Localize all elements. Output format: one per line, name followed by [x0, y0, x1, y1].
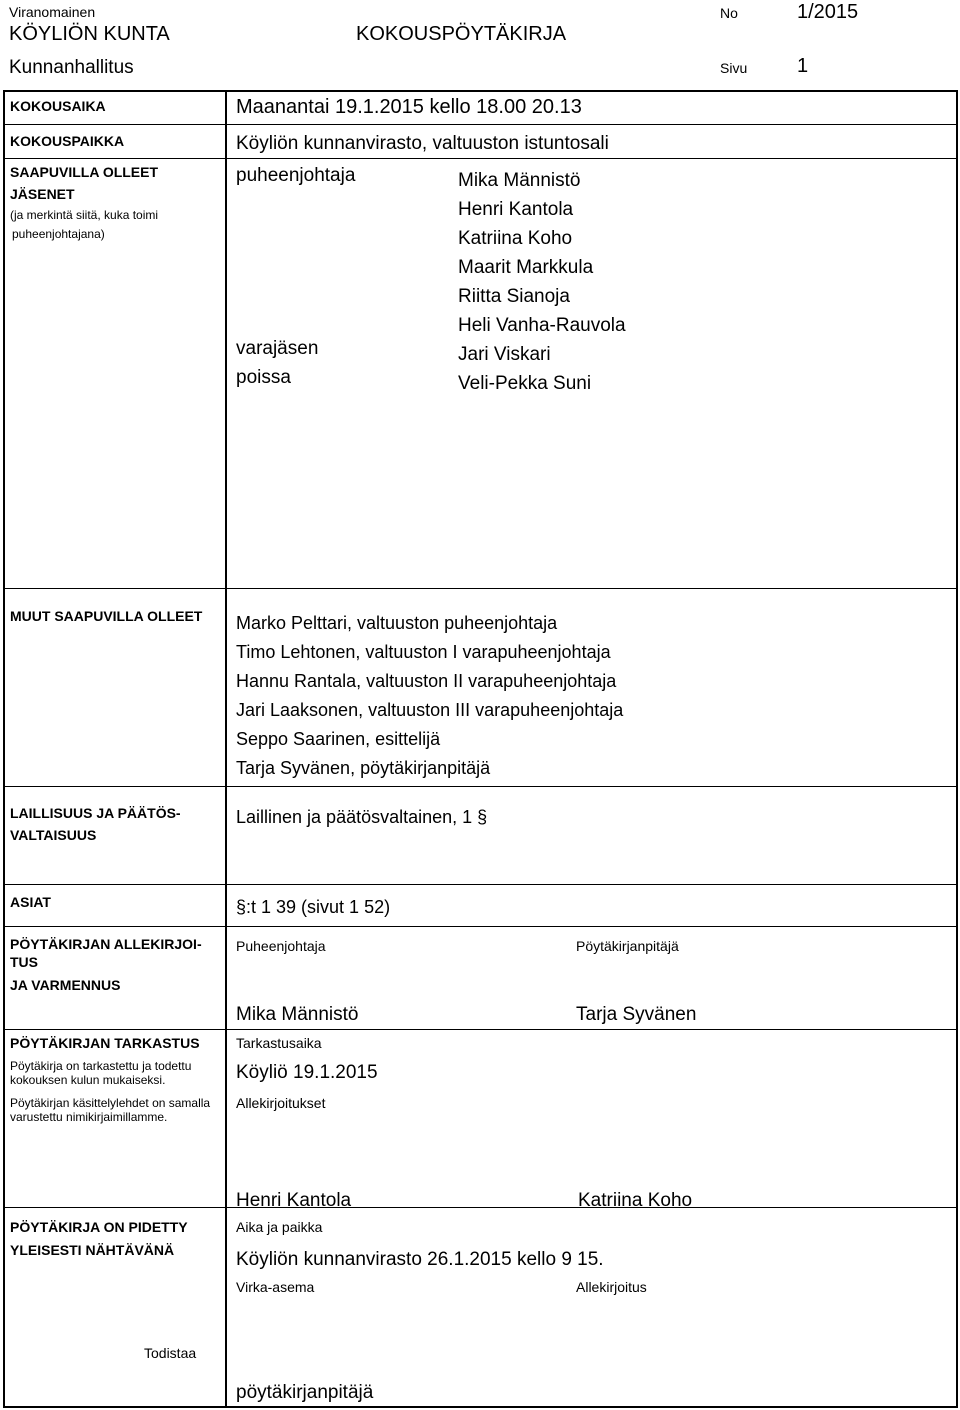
row-divider [3, 1029, 958, 1030]
time-place-value: Köyliön kunnanvirasto 26.1.2015 kello 9 15. [236, 1249, 604, 1270]
review-note: kokouksen kulun mukaiseksi. [10, 1073, 166, 1087]
row-divider [3, 158, 958, 159]
chair-title: Puheenjohtaja [236, 938, 326, 954]
member-name: Katriina Koho [458, 228, 573, 249]
present-label: JÄSENET [10, 186, 75, 202]
review-signatures-label: Allekirjoitukset [236, 1095, 326, 1111]
document-type: KOKOUSPÖYTÄKIRJA [356, 23, 567, 45]
member-name: Henri Kantola [458, 199, 574, 220]
present-label: SAAPUVILLA OLLEET [10, 164, 159, 180]
member-name: Mika Männistö [458, 170, 581, 191]
attendee: Timo Lehtonen, valtuuston I varapuheenjohtaja [236, 642, 611, 662]
signature-label: Allekirjoitus [576, 1279, 647, 1295]
meeting-place-label: KOKOUSPAIKKA [10, 133, 125, 149]
member-name: Maarit Markkula [458, 257, 594, 278]
attendee: Seppo Saarinen, esittelijä [236, 729, 441, 749]
role-chair: puheenjohtaja [236, 165, 356, 186]
review-note: Pöytäkirja on tarkastettu ja todettu [10, 1059, 192, 1073]
bottom-border [3, 1406, 958, 1408]
review-label: PÖYTÄKIRJAN TARKASTUS [10, 1035, 200, 1051]
certify-label: Todistaa [144, 1345, 197, 1361]
meeting-place-value: Köyliön kunnanvirasto, valtuuston istuntosali [236, 133, 609, 154]
signatures-label: PÖYTÄKIRJAN ALLEKIRJOI- [10, 936, 202, 952]
review-time-label: Tarkastusaika [236, 1035, 322, 1051]
member-name: Riitta Sianoja [458, 286, 570, 307]
number-value: 1/2015 [797, 1, 859, 23]
right-border [956, 90, 958, 1408]
row-divider [3, 588, 958, 589]
number-label: No [720, 5, 738, 21]
attendee: Jari Laaksonen, valtuuston III varapuheenjohtaja [236, 700, 624, 720]
reviewer-name: Henri Kantola [236, 1190, 352, 1211]
position-label: Virka-asema [236, 1279, 315, 1295]
role-deputy: varajäsen [236, 338, 319, 359]
topics-value: §:t 1 39 (sivut 1 52) [236, 897, 391, 917]
page-value: 1 [797, 55, 809, 77]
public-label: YLEISESTI NÄHTÄVÄNÄ [10, 1242, 175, 1258]
time-place-label: Aika ja paikka [236, 1219, 323, 1235]
row-divider [3, 786, 958, 787]
topics-label: ASIAT [10, 894, 51, 910]
attendee: Hannu Rantala, valtuuston II varapuheenjohtaja [236, 671, 617, 691]
meeting-time-value: Maanantai 19.1.2015 kello 18.00 20.13 [236, 96, 582, 118]
others-list [236, 609, 623, 783]
member-list [458, 166, 626, 398]
member-name: Heli Vanha-Rauvola [458, 315, 626, 336]
left-border [3, 90, 5, 1408]
legality-value: Laillinen ja päätösvaltainen, 1 § [236, 807, 488, 827]
present-note: puheenjohtajana) [12, 227, 105, 241]
present-note: (ja merkintä siitä, kuka toimi [10, 208, 159, 222]
signatures-label: TUS [10, 954, 38, 970]
secretary-title: Pöytäkirjanpitäjä [576, 938, 679, 954]
secretary-name: Tarja Syvänen [576, 1004, 697, 1025]
row-divider [3, 926, 958, 927]
attendee: Marko Pelttari, valtuuston puheenjohtaja [236, 613, 558, 633]
row-divider [3, 124, 958, 125]
legality-label: LAILLISUUS JA PÄÄTÖS- [10, 805, 181, 821]
row-divider [3, 1207, 958, 1208]
status-label: Viranomainen [9, 4, 96, 20]
review-note: varustettu nimikirjaimillamme. [10, 1110, 168, 1124]
top-border [3, 90, 958, 92]
organization-name: KÖYLIÖN KUNTA [9, 23, 170, 45]
legality-label: VALTAISUUS [10, 827, 97, 843]
review-note: Pöytäkirjan käsittelylehdet on samalla [10, 1096, 211, 1110]
body-name: Kunnanhallitus [9, 57, 134, 78]
meeting-time-label: KOKOUSAIKA [10, 98, 106, 114]
row-divider [3, 884, 958, 885]
position-value: pöytäkirjanpitäjä [236, 1382, 374, 1403]
public-label: PÖYTÄKIRJA ON PIDETTY [10, 1219, 188, 1235]
member-name: Veli-Pekka Suni [458, 373, 592, 394]
reviewer-name: Katriina Koho [578, 1190, 693, 1211]
chair-name: Mika Männistö [236, 1004, 359, 1025]
role-absent: poissa [236, 367, 291, 388]
attendee: Tarja Syvänen, pöytäkirjanpitäjä [236, 758, 491, 778]
member-name: Jari Viskari [458, 344, 551, 365]
others-label: MUUT SAAPUVILLA OLLEET [10, 608, 203, 624]
page-label: Sivu [720, 60, 748, 76]
column-divider [225, 90, 227, 1408]
signatures-label: JA VARMENNUS [10, 977, 121, 993]
review-time-value: Köyliö 19.1.2015 [236, 1062, 378, 1083]
